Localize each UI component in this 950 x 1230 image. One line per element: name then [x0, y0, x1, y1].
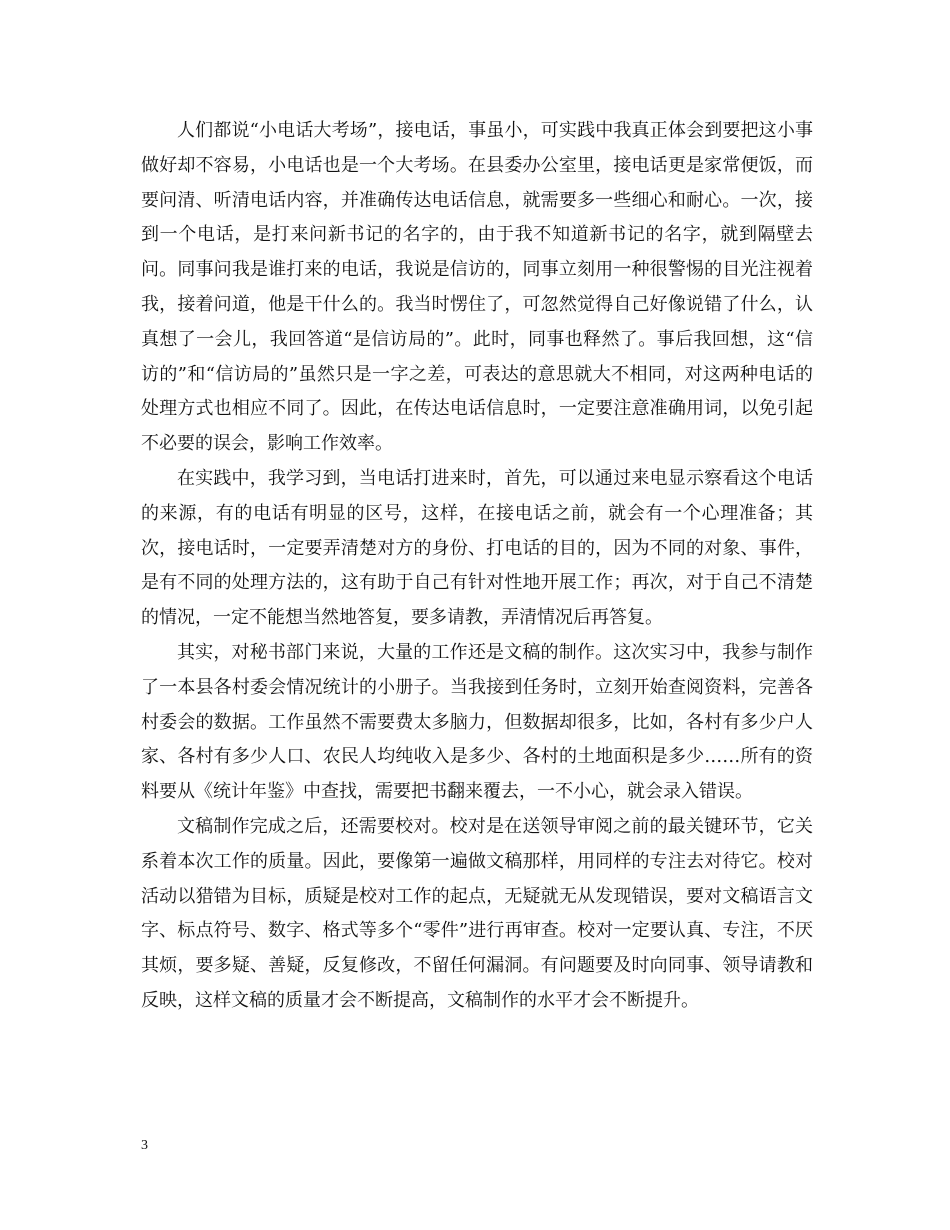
paragraph-2: 在实践中，我学习到，当电话打进来时，首先，可以通过来电显示察看这个电话的来源，有的电话有明显的区号，这样，在接电话之前，就会有一个心理准备；其次，接电话时，一定要弄清楚对方的身份、打电话的目的，因为不同的对象、事件，是有不同的处理方法的，这有助于自己有针对性地开展工作；再次，对于自己不清楚的情况，一定不能想当然地答复，要多请教，弄清情况后再答复。: [141, 467, 813, 629]
document-body: [141, 114, 813, 1019]
paragraph-4: 文稿制作完成之后，还需要校对。校对是在送领导审阅之前的最关键环节，它关系着本次工作的质量。因此，要像第一遍做文稿那样，用同样的专注去对待它。校对活动以猎错为目标，质疑是校对工作的起点，无疑就无从发现错误，要对文稿语言文字、标点符号、数字、格式等多个“零件”进行再审查。校对一定要认真、专注，不厌其烦，要多疑、善疑，反复修改，不留任何漏洞。有问题要及时向同事、领导请教和反映，这样文稿的质量才会不断提高，文稿制作的水平才会不断提升。: [141, 815, 813, 1011]
page-number: 3: [141, 1138, 148, 1153]
paragraph-1: 人们都说“小电话大考场”，接电话，事虽小，可实践中我真正体会到要把这小事做好却不容易，小电话也是一个大考场。在县委办公室里，接电话更是家常便饭，而要问清、听清电话内容，并准确传达电话信息，就需要多一些细心和耐心。一次，接到一个电话，是打来问新书记的名字的，由于我不知道新书记的名字，就到隔壁去问。同事问我是谁打来的电话，我说是信访的，同事立刻用一种很警惕的目光注视着我，接着问道，他是干什么的。我当时愣住了，可忽然觉得自己好像说错了什么，认真想了一会儿，我回答道“是信访局的”。此时，同事也释然了。事后我回想，这“信访的”和“信访局的”虽然只是一字之差，可表达的意思就大不相同，对这两种电话的处理方式也相应不同了。因此，在传达电话信息时，一定要注意准确用词，以免引起不必要的误会，影响工作效率。: [141, 120, 813, 455]
paragraph-3: 其实，对秘书部门来说，大量的工作还是文稿的制作。这次实习中，我参与制作了一本县各村委会情况统计的小册子。当我接到任务时，立刻开始查阅资料，完善各村委会的数据。工作虽然不需要费太多脑力，但数据却很多，比如，各村有多少户人家、各村有多少人口、农民人均纯收入是多少、各村的土地面积是多少……所有的资料要从《统计年鉴》中查找，需要把书翻来覆去，一不小心，就会录入错误。: [141, 641, 813, 803]
